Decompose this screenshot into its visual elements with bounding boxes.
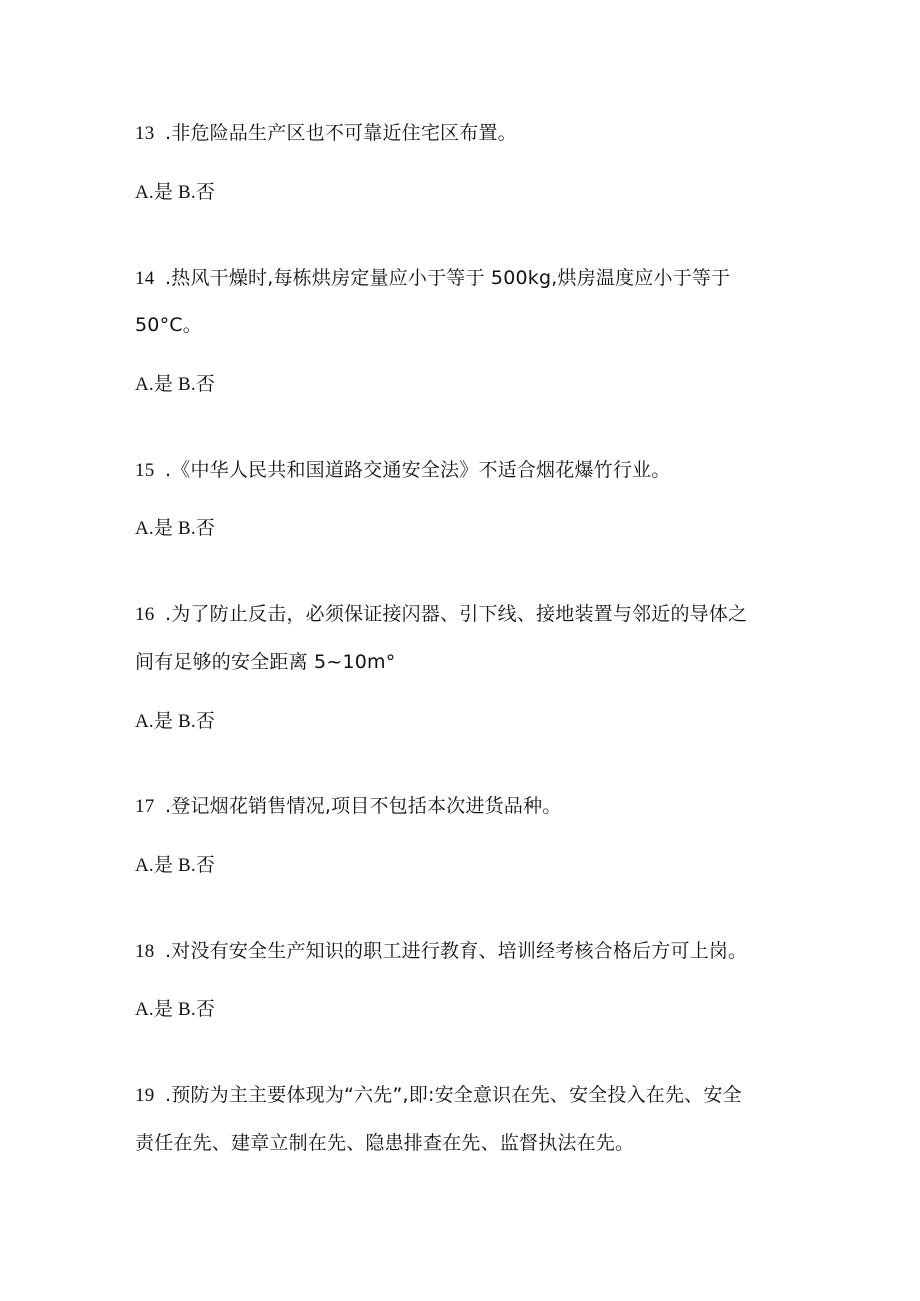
question-15-options: A.是 B.否: [135, 518, 216, 539]
question-13: [135, 121, 517, 146]
question-16: [135, 602, 747, 627]
question-17: [135, 794, 561, 819]
question-19: [135, 1083, 742, 1108]
question-text: .《中华人民共和国道路交通安全法》不适合烟花爆竹行业。: [165, 459, 671, 481]
question-number: 14: [135, 268, 155, 289]
question-13-options: A.是 B.否: [135, 182, 216, 203]
question-number: 17: [135, 796, 155, 817]
question-text: .登记烟花销售情况,项目不包括本次进货品种。: [165, 795, 562, 817]
question-number: 13: [135, 123, 155, 144]
question-number: 16: [135, 604, 155, 625]
question-14-text-continued: 50°C。: [135, 314, 202, 336]
question-19-text-continued: 责任在先、建章立制在先、隐患排查在先、监督执法在先。: [135, 1132, 635, 1154]
question-text: .对没有安全生产知识的职工进行教育、培训经考核合格后方可上岗。: [165, 940, 748, 962]
question-14-options: A.是 B.否: [135, 374, 216, 395]
question-16-text-continued: 间有足够的安全距离 5~10m°: [135, 651, 396, 673]
question-18-options: A.是 B.否: [135, 999, 216, 1020]
question-16-options: A.是 B.否: [135, 711, 216, 732]
question-number: 18: [135, 941, 155, 962]
question-14: [135, 266, 730, 291]
question-text: .热风干燥时,每栋烘房定量应小于等于 500kg,烘房温度应小于等于: [165, 267, 731, 289]
question-number: 19: [135, 1085, 155, 1106]
question-17-options: A.是 B.否: [135, 855, 216, 876]
question-text: .预防为主主要体现为“六先”,即:安全意识在先、安全投入在先、安全: [165, 1084, 742, 1106]
question-15: [135, 458, 670, 483]
question-text: .非危险品生产区也不可靠近住宅区布置。: [165, 122, 517, 144]
question-text: .为了防止反击，必须保证接闪器、引下线、接地装置与邻近的导体之: [165, 603, 748, 625]
question-18: [135, 939, 747, 964]
question-number: 15: [135, 460, 155, 481]
